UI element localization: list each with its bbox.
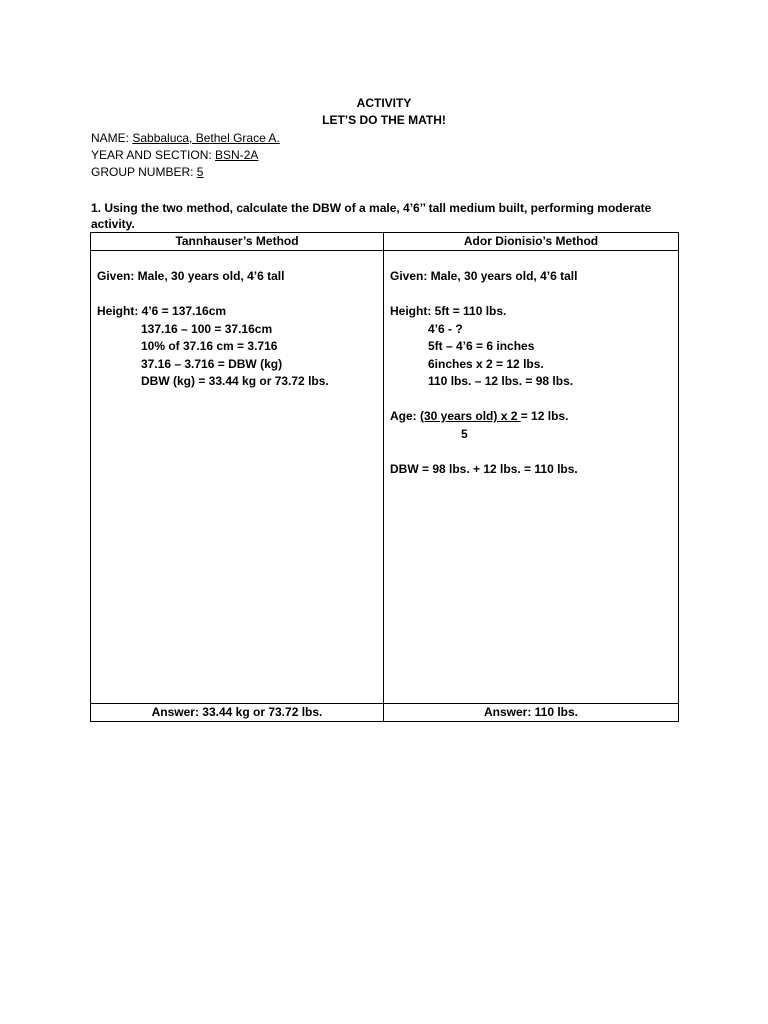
methods-table (90, 232, 679, 722)
table-header-row (91, 233, 679, 251)
dionisio-step: 5ft – 4’6 = 6 inches (428, 339, 535, 353)
age-label: Age: (390, 409, 420, 423)
table-body-row (91, 251, 679, 704)
tannhauser-step: 37.16 – 3.716 = DBW (kg) (141, 356, 283, 371)
name-value: Sabbaluca, Bethel Grace A. (132, 131, 280, 145)
age-numerator: (30 years old) x 2 (420, 409, 521, 423)
age-denominator: 5 (461, 426, 468, 441)
document-subtitle: LET’S DO THE MATH! (322, 113, 446, 127)
group-number-value: 5 (196, 165, 204, 179)
document-title: ACTIVITY (356, 96, 412, 110)
year-section-line (91, 148, 258, 162)
tannhauser-header: Tannhauser’s Method (91, 233, 384, 251)
dionisio-step: 110 lbs. – 12 lbs. = 98 lbs. (428, 374, 574, 388)
age-result: = 12 lbs. (520, 409, 569, 423)
group-number-label: GROUP NUMBER: (91, 165, 197, 179)
dionisio-height: Height: 5ft = 110 lbs. (390, 304, 507, 318)
tannhauser-step: 137.16 – 100 = 37.16cm (141, 321, 273, 336)
tannhauser-step: 10% of 37.16 cm = 3.716 (141, 339, 278, 353)
dionisio-step: 6inches x 2 = 12 lbs. (428, 356, 544, 371)
dionisio-given: Given: Male, 30 years old, 4’6 tall (390, 269, 578, 283)
name-label: NAME: (91, 131, 133, 145)
tannhauser-step: DBW (kg) = 33.44 kg or 73.72 lbs. (141, 374, 329, 388)
dionisio-step: 4’6 - ? (428, 321, 463, 336)
year-section-value: BSN-2A (215, 148, 259, 162)
group-number-line (91, 165, 203, 179)
dionisio-cell (384, 251, 679, 704)
question-text: 1. Using the two method, calculate the DBW of a male, 4’6’’ tall medium built, performing moderate activity. (91, 201, 652, 231)
tannhauser-given: Given: Male, 30 years old, 4’6 tall (97, 269, 285, 283)
year-section-label: YEAR AND SECTION: (91, 148, 216, 162)
tannhauser-answer: Answer: 33.44 kg or 73.72 lbs. (91, 704, 384, 722)
name-line (91, 131, 280, 145)
dionisio-header: Ador Dionisio’s Method (384, 233, 679, 251)
dionisio-answer: Answer: 110 lbs. (384, 704, 679, 722)
table-answer-row (91, 704, 679, 722)
tannhauser-cell (91, 251, 384, 704)
dionisio-dbw: DBW = 98 lbs. + 12 lbs. = 110 lbs. (390, 461, 578, 476)
tannhauser-height: Height: 4’6 = 137.16cm (97, 304, 227, 318)
dionisio-age-line (390, 408, 672, 426)
